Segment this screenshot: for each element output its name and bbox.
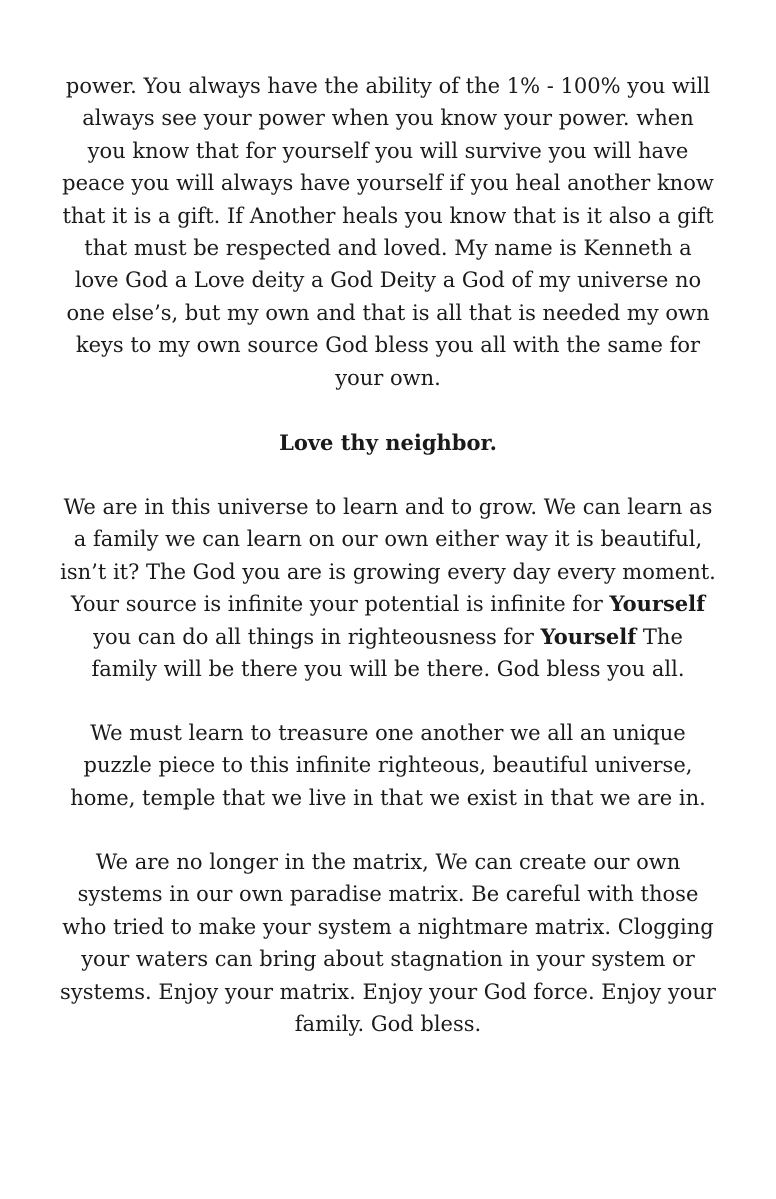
emphasis-yourself: Yourself bbox=[609, 591, 706, 617]
paragraph-text: you can do all things in righteousness for bbox=[93, 624, 541, 649]
paragraph-text: We are in this universe to learn and to grow. We can learn as a family we can learn on our own either way it is beautiful, isn’t it? The God you are is growing every day every moment. Your source is infinite your potential is infinite for bbox=[60, 495, 716, 617]
emphasis-yourself: Yourself bbox=[540, 623, 637, 649]
paragraph-power: power. You always have the ability of the 1% - 100% you will always see your power when you know your power. when you know that for yourself you will survive you will have peace you will always have yourself if you heal another know that it is a gift. If Another heals you know that is it also a gift that must be respected and loved. My name is Kenneth a love God a Love deity a God Deity a God of my universe no one else’s, but my own and that is all that is needed my own keys to my own source God bless you all with the same for your own. bbox=[62, 74, 714, 390]
paragraph-text: The family will be there you will be there. God bless you all. bbox=[91, 624, 685, 682]
paragraph-treasure: We must learn to treasure one another we all an unique puzzle piece to this infinite righteous, beautiful universe, home, temple that we live in that we exist in that we are in. bbox=[70, 721, 706, 810]
paragraph-matrix: We are no longer in the matrix, We can create our own systems in our own paradise matrix. Be careful with those who tried to make your system a nightmare matrix. Clogging your waters can bring about stagnation in your system or systems. Enjoy your matrix. Enjoy your God force. Enjoy your family. God bless. bbox=[60, 850, 716, 1037]
section-heading: Love thy neighbor. bbox=[279, 430, 497, 455]
paragraph-universe-learn bbox=[60, 491, 716, 685]
